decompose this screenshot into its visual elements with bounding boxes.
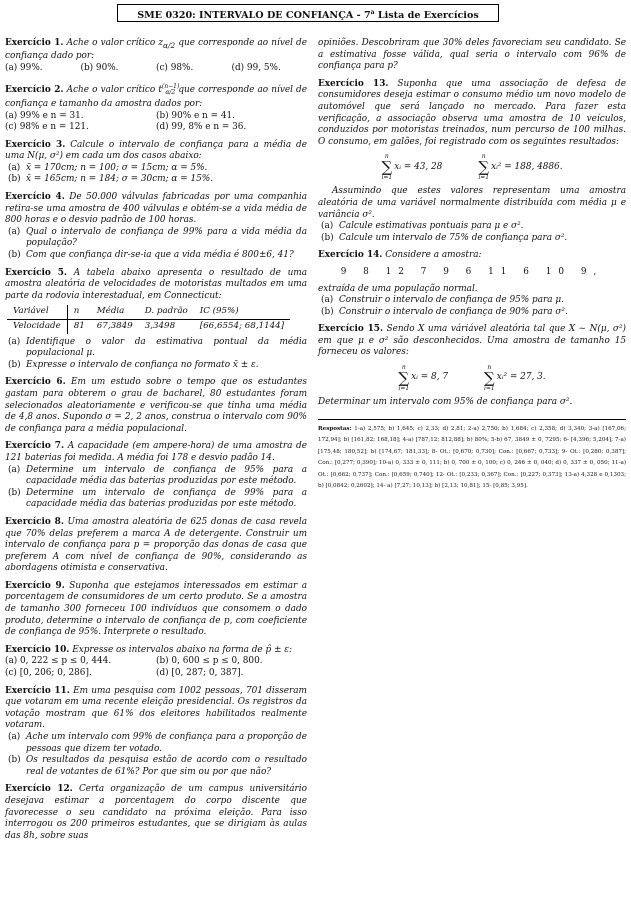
equation-row xyxy=(318,364,626,392)
exercise-5 xyxy=(5,268,307,372)
list-item xyxy=(5,227,307,250)
exercise-15 xyxy=(318,324,626,408)
exercise-label: Exercício 14. xyxy=(318,250,383,261)
item-label: (a) xyxy=(321,295,334,306)
item-label: (b) xyxy=(8,359,21,370)
exercise-text: opiniões. Descobriram que 30% deles favoreciam seu candidato. Se a estimativa fosse válida, qual seria o intervalo com 96% de confiança para p? xyxy=(318,38,626,72)
exercise-text: Em uma pesquisa com 1002 pessoas, 701 disseram que votaram em uma recente eleição presidencial. Os registros da votação mostram que 61% dos eleitores habilitados realmente votaram. xyxy=(5,685,307,731)
table-cell: 67,3849 xyxy=(96,321,133,331)
exercise-text: Suponha que uma associação de defesa de consumidores deseja estimar o consumo médio um novo modelo de automóvel que será lançado no mercado. Para fazer esta verificação, a associação observa uma amostra de 10 veículos, conduzidos por motoristas treinados, num percurso de 100 milhas. O consumo, em galões, foi registrado com os seguintes resultados: xyxy=(318,78,626,147)
exercise-11 xyxy=(5,686,307,779)
item-list xyxy=(318,295,626,318)
option-item: (c) 98% e n = 121. xyxy=(5,122,89,133)
header-sup: a xyxy=(370,9,375,16)
table-cell: [66,6554; 68,1144] xyxy=(199,321,285,331)
answers-text: 1-a) 2,575; b) 1,645; c) 2,33; d) 2,81; 2-a) 2,750; b) 1,684; c) 2,358; d) 3,340; 3-a) [167,06; 172,94]; b) [161,82; 168,18]; 4-a) [787,12; 812,88]; b) 80%; 5-b) 67, 3849 ± 0, 7295; 6- [4,396; 5,204]; 7-a) [175,48; 180,52]; b) [174,67; 181,33]; 8- Ot.: [0,670; 0,730]; Con.: [0,667; 0,733]; 9- Ot.: [0,280; 0,387]; Con.: [0,277; 0,390]; 10-a) 0, 333 ± 0, 111; b) 0, 700 ± 0, 100; c) 0, 246 ± 0, 040; d) 0, 337 ± 0, 050; 11-a) Ot.: [0,662; 0,737]; Con.: [0,659; 0,740]; 12- Ot.: [0,233; 0,367]; Con.: [0,227; 0,373]; 13-a) 4,328 e 0,1303; b) [0,0842; 0,2602]; 14- a) [7,27; 10,13]; b) [2,13; 10,81]; 15- [0,85; 3,95]. xyxy=(318,425,626,490)
item-text: Identifique o valor da estimativa pontual da média populacional μ. xyxy=(26,336,307,359)
option-item: (b) 90%. xyxy=(80,62,119,73)
list-item xyxy=(318,307,626,319)
option-list xyxy=(5,63,307,75)
table-header-cell: D. padrão xyxy=(139,305,194,319)
exercise-text: Determinar um intervalo com 95% de confiança para σ². xyxy=(318,397,573,408)
exercise-7 xyxy=(5,441,307,511)
item-text: Ache um intervalo com 99% de confiança para a proporção de pessoas que dizem ter votado. xyxy=(26,732,307,754)
exercise-2 xyxy=(5,81,307,134)
item-text: Qual o intervalo de confiança de 99% para a vida média da população? xyxy=(26,226,307,249)
table-cell: 3,3498 xyxy=(144,321,176,331)
item-list xyxy=(5,337,307,372)
item-label: (a) xyxy=(8,226,21,237)
exercise-label: Exercício 2. xyxy=(5,84,64,95)
sum-upper: n xyxy=(481,153,486,161)
table-header-cell: IC (95%) xyxy=(194,305,290,319)
exercise-label: Exercício 15. xyxy=(318,324,384,335)
item-label: (a) xyxy=(8,162,21,173)
item-text: x̄ = 170cm; n = 100; σ = 15cm; α = 5%. xyxy=(26,162,208,173)
table-cell: Velocidade xyxy=(7,320,67,334)
option-item: (b) 90% e n = 41. xyxy=(156,110,235,121)
table-header-row xyxy=(7,305,290,319)
exercise-8 xyxy=(5,517,307,575)
exercise-label: Exercício 6. xyxy=(5,377,66,388)
exercise-text: Sendo X uma váriável aleatória tal que X ∼ N(μ, σ²) em que μ e σ² são desconhecidos. Uma amostra de tamanho 15 forneceu os valores: xyxy=(318,324,626,358)
item-label: (b) xyxy=(8,174,21,185)
sum-upper: n xyxy=(401,364,406,372)
table-header-cell: Variável xyxy=(7,305,67,319)
left-column xyxy=(5,38,307,848)
list-item xyxy=(5,732,307,755)
exercise-text: Considere a amostra: xyxy=(385,250,482,261)
exercise-6 xyxy=(5,377,307,435)
sum-expression xyxy=(478,153,562,181)
list-item xyxy=(5,337,307,360)
sum-expression xyxy=(381,153,442,181)
answers-label: Respostas: xyxy=(318,425,352,432)
list-item xyxy=(5,250,307,262)
item-label: (a) xyxy=(8,464,21,475)
page-header xyxy=(117,4,499,22)
sum-expression xyxy=(484,364,546,392)
equation-text: xᵢ² = 27, 3. xyxy=(496,372,546,383)
sample-values: 9 8 12 7 9 6 11 6 10 9, xyxy=(340,266,604,277)
sum-expression xyxy=(398,364,448,392)
item-text: Construir o intervalo de confiança de 95% para μ. xyxy=(339,295,564,306)
option-item: (a) 99%. xyxy=(5,62,43,73)
exercise-text: Uma amostra aleatória de 625 donas de casa revela que 70% delas preferem a marca A de detergente. Construir um intervalo de confiança para p = proporção das donas de casa que preferem A com nível de confiança de 90%, considerando as abordagens otimista e conservativa. xyxy=(5,516,307,574)
list-item xyxy=(318,221,626,233)
exercise-label: Exercício 10. xyxy=(5,644,70,655)
exercise-text: que corresponde ao nível de confiança e tamanho da amostra dados por: xyxy=(5,84,307,109)
option-item: (c) 98%. xyxy=(156,62,194,73)
sum-lower: i=1 xyxy=(483,385,495,393)
list-item xyxy=(5,465,307,488)
exercise-text: Certa organização de um campus universitário desejava estimar a porcentagem do corpo discente que favorecesse o seu candidato na próxima eleição. Para isso interrogou os 200 primeiros estudantes, que se dirigiam às aulas das 8h, sobre suas xyxy=(5,784,307,841)
exercise-text: Em um estudo sobre o tempo que os estudantes gastam para obterem o grau de bacharel, 80 estudantes foram selecionados aleatoriamente e verificou-se que tinha uma média de 4,8 anos. Supondo σ = 2, 2 anos, construa o intervalo com 90% de confiança para a média populacional. xyxy=(5,377,307,434)
option-item: (b) 0, 600 ≤ p ≤ 0, 800. xyxy=(156,656,263,667)
exercise-label: Exercício 4. xyxy=(5,192,65,203)
item-list xyxy=(5,732,307,778)
item-label: (a) xyxy=(8,336,21,347)
option-item: (c) [0, 206; 0, 286]. xyxy=(5,668,92,679)
sum-lower: i=1 xyxy=(478,174,490,182)
item-text: Determine um intervalo de confiança de 95% para a capacidade média das baterias produzidas por este método. xyxy=(26,464,307,487)
table-header-cell: Média xyxy=(91,305,139,319)
item-label: (a) xyxy=(8,732,21,742)
exercise-text: De 50.000 válvulas fabricadas por uma companhia retira-se uma amostra de 400 válvulas e obtém-se a vida média de 800 horas e o desvio padrão de 100 horas. xyxy=(5,192,307,226)
header-title: SME 0320: INTERVALO DE CONFIANÇA - 7 xyxy=(137,10,371,22)
answers-block xyxy=(318,419,626,493)
option-list xyxy=(5,656,307,679)
exercise-4 xyxy=(5,192,307,262)
sum-lower: i=1 xyxy=(381,174,393,182)
exercise-13 xyxy=(318,79,626,245)
exercise-12 xyxy=(5,784,307,842)
item-list xyxy=(5,227,307,262)
right-column xyxy=(318,38,626,493)
table-cell: 81 xyxy=(73,321,85,331)
item-label: (b) xyxy=(8,487,21,498)
option-item: (d) 99, 8% e n = 36. xyxy=(156,122,247,133)
option-item: (a) 0, 222 ≤ p ≤ 0, 444. xyxy=(5,656,112,667)
exercise-label: Exercício 7. xyxy=(5,441,65,452)
item-label: (a) xyxy=(321,221,334,232)
item-text: Construir o intervalo de confiança de 90% para σ². xyxy=(339,306,568,317)
list-item xyxy=(5,360,307,372)
exercise-text: Assumindo que estes valores representam uma amostra aleatória de uma variável normalmente distribuída com média μ e variância σ². xyxy=(318,186,626,220)
list-item xyxy=(5,174,307,186)
item-list xyxy=(5,163,307,186)
table-header-cell: n xyxy=(67,305,91,319)
equation-text: xᵢ = 8, 7 xyxy=(411,372,448,383)
sigma-symbol: n ∑ i=1 xyxy=(398,364,410,393)
exercise-label: Exercício 3. xyxy=(5,139,66,150)
item-text: Com que confiança dir-se-ia que a vida média é 800±6, 41? xyxy=(26,250,294,261)
equation-text: xᵢ² = 188, 4886. xyxy=(491,161,563,172)
item-text: Calcule estimativas pontuais para μ e σ². xyxy=(339,221,524,232)
exercise-label: Exercício 11. xyxy=(5,685,70,696)
exercise-9 xyxy=(5,581,307,639)
exercise-label: Exercício 9. xyxy=(5,580,65,591)
exercise-label: Exercício 13. xyxy=(318,78,389,89)
exercise-text: Ache o valor crítico t xyxy=(66,84,162,95)
exercise-3 xyxy=(5,140,307,186)
data-table xyxy=(7,305,290,333)
exercise-text: A capacidade (em ampere-hora) de uma amostra de 121 baterias foi medida. A média foi 178 e desvio padão 14. xyxy=(5,441,307,463)
item-list xyxy=(318,221,626,244)
item-text: Determine um intervalo de confiança de 99% para a capacidade média das baterias produzidas por este método. xyxy=(26,487,307,510)
item-label: (b) xyxy=(8,250,21,261)
exercise-sup: (n−1) xyxy=(161,82,180,90)
sum-lower: i=1 xyxy=(398,385,410,393)
list-item xyxy=(5,755,307,778)
exercise-14 xyxy=(318,250,626,318)
list-item xyxy=(5,163,307,175)
header-title-tail: Lista de Exercícios xyxy=(374,10,479,22)
sum-upper: n xyxy=(487,364,492,372)
item-list xyxy=(5,465,307,511)
item-text: Os resultados da pesquisa estão de acordo com o resultado real de votantes de 61%? Por que sim ou por que não? xyxy=(26,755,307,777)
sum-upper: n xyxy=(384,153,389,161)
equation-text: xᵢ = 43, 28 xyxy=(394,161,443,172)
exercise-1 xyxy=(5,38,307,75)
exercise-text: Calcule o intervalo de confiança para a média de uma N(μ, σ²) em cada um dos casos abaixo: xyxy=(5,139,307,162)
exercise-label: Exercício 5. xyxy=(5,267,68,278)
exercise-text: A tabela abaixo apresenta o resultado de uma amostra aleatória de velocidades de motoristas multados em uma parte da rodovia interestadual, em Connecticut: xyxy=(5,267,307,301)
exercise-label: Exercício 12. xyxy=(5,784,73,795)
option-item: (a) 99% e n = 31. xyxy=(5,110,84,121)
item-text: Calcule um intervalo de 75% de confiança para σ². xyxy=(339,232,568,243)
exercise-12-continued xyxy=(318,38,626,73)
item-label: (b) xyxy=(8,755,21,766)
option-item: (d) 99, 5%. xyxy=(231,62,281,73)
sigma-symbol: n ∑ i=1 xyxy=(483,364,495,393)
list-item xyxy=(5,488,307,511)
item-label: (b) xyxy=(321,306,334,317)
exercise-10 xyxy=(5,645,307,680)
exercise-text: Suponha que estejamos interessados em estimar a porcentagem de consumidores de um certo produto. Se a amostra de tamanho 300 forneceu 100 indivíduos que consomem o dado produto, determine o intervalo de confiança de p, com coeficiente de confiança de 95%. Interprete o resultado. xyxy=(5,580,307,638)
exercise-text: Ache o valor crítico z xyxy=(66,38,163,48)
exercise-text: que corresponde ao nível de confiança dado por: xyxy=(5,38,307,62)
exercise-label: Exercício 8. xyxy=(5,516,64,527)
option-list xyxy=(5,111,307,134)
option-item: (d) [0, 287; 0, 387]. xyxy=(156,668,244,679)
list-item xyxy=(318,295,626,307)
exercise-label: Exercício 1. xyxy=(5,38,64,48)
exercise-text: extraída de uma população normal. xyxy=(318,283,478,294)
table-row xyxy=(7,320,290,334)
exercise-sub: α/2 xyxy=(163,40,176,50)
equation-row xyxy=(318,153,626,181)
sigma-symbol: n ∑ i=1 xyxy=(381,153,393,182)
exercise-text: Expresse os intervalos abaixo na forma de p̂ ± ε: xyxy=(72,644,293,655)
item-text: x̄ = 165cm; n = 184; σ = 30cm; α = 15%. xyxy=(26,174,214,185)
sigma-symbol: n ∑ i=1 xyxy=(478,153,490,182)
item-label: (b) xyxy=(321,232,334,243)
list-item xyxy=(318,233,626,245)
exercise-sub: α/2 xyxy=(165,89,176,97)
item-text: Expresse o intervalo de confiança no formato x̄ ± ε. xyxy=(26,359,259,370)
